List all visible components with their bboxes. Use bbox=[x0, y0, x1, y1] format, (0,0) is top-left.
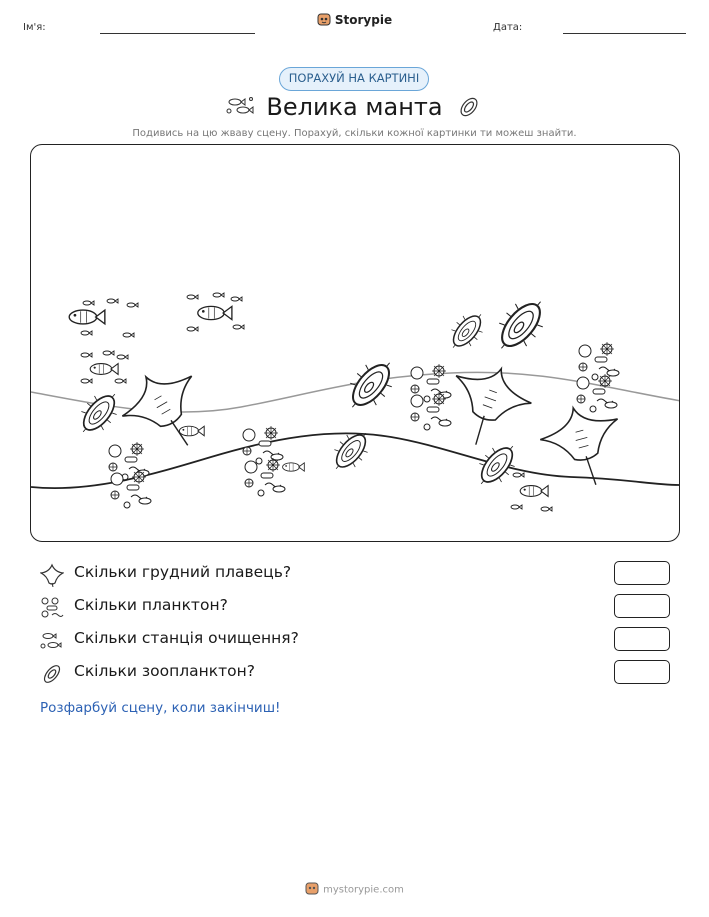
question-text: Скільки станція очищення? bbox=[74, 629, 299, 647]
question-row bbox=[40, 627, 670, 653]
answer-box[interactable] bbox=[614, 561, 670, 585]
brand-name: Storypie bbox=[334, 13, 393, 27]
manta-fin-icon bbox=[40, 563, 64, 587]
scene-illustration bbox=[31, 145, 680, 542]
question-row bbox=[40, 660, 670, 686]
question-text: Скільки планктон? bbox=[74, 596, 228, 614]
question-text: Скільки зоопланктон? bbox=[74, 662, 256, 680]
date-line[interactable] bbox=[563, 33, 686, 34]
page-title: Велика манта bbox=[266, 93, 443, 121]
counting-scene bbox=[30, 144, 680, 542]
cleaning-station-icon bbox=[40, 629, 64, 653]
answer-box[interactable] bbox=[614, 660, 670, 684]
brand-logo bbox=[0, 12, 709, 29]
name-line[interactable] bbox=[100, 33, 255, 34]
date-label: Дата: bbox=[493, 22, 523, 33]
footer-url[interactable]: mystorypie.com bbox=[323, 884, 404, 896]
answer-box[interactable] bbox=[614, 594, 670, 618]
activity-badge: ПОРАХУЙ НА КАРТИНІ bbox=[279, 67, 429, 91]
storypie-logo-icon bbox=[317, 12, 331, 29]
question-text: Скільки грудний плавець? bbox=[74, 563, 292, 581]
finish-instruction: Розфарбуй сцену, коли закінчиш! bbox=[40, 700, 281, 716]
storypie-logo-icon bbox=[305, 881, 319, 898]
answer-box[interactable] bbox=[614, 627, 670, 651]
zooplankton-icon bbox=[40, 662, 64, 686]
footer bbox=[0, 881, 709, 898]
question-row bbox=[40, 561, 670, 587]
plankton-icon bbox=[40, 596, 64, 620]
zooplankton-icon bbox=[456, 94, 482, 124]
question-row bbox=[40, 594, 670, 620]
name-label: Ім'я: bbox=[23, 22, 46, 33]
instructions: Подивись на цю жваву сцену. Порахуй, скільки кожної картинки ти можеш знайти. bbox=[132, 128, 577, 139]
